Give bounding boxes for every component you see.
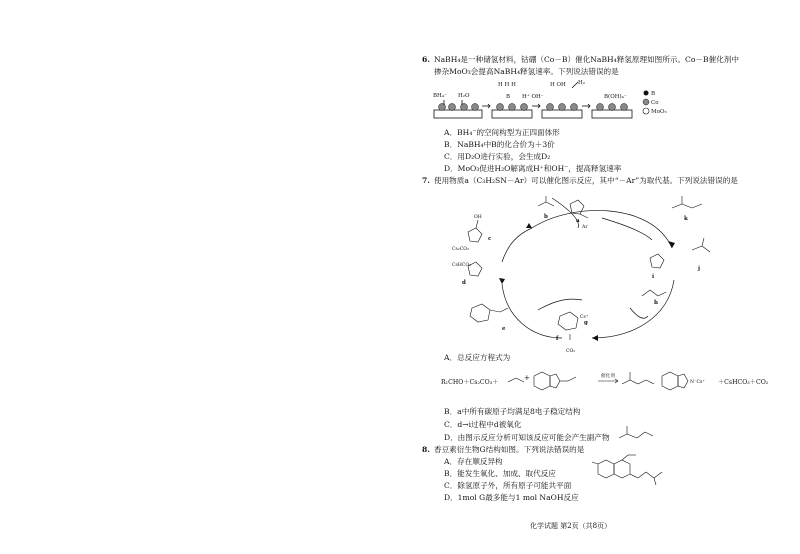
q6-b-label: B <box>506 94 511 100</box>
q6-h-oh2-label: H OH <box>550 82 566 88</box>
q6-legend-b: B <box>651 91 656 97</box>
q7-label-g: g <box>584 320 588 326</box>
q8-option-a: A．存在顺反异构 <box>444 457 503 466</box>
q6-h-oh-label: H⁺ OH⁻ <box>522 94 544 100</box>
page-footer: 化学试题 第2页（共8页） <box>530 522 612 530</box>
q7-label-j: j <box>698 266 700 272</box>
q7-cs2co3-label: Cs₂CO₃ <box>452 247 469 252</box>
q6-option-b: B．NaBH₄中B的化合价为＋3价 <box>444 140 555 149</box>
q6-h2-label: H₂ <box>578 80 586 86</box>
q6-bh4-label: BH₄⁻ <box>433 93 447 99</box>
q6-legend-moo3-icon <box>643 108 649 114</box>
q7-label-i: i <box>652 274 655 280</box>
q7-cshco3-label: CsHCO₃ <box>452 263 472 268</box>
q7-cs-mid-label: N⁻Cs⁺ <box>690 380 705 385</box>
q7-option-c: C．d→i过程中d被氧化 <box>444 420 522 429</box>
q6-number: 6. <box>422 55 430 64</box>
q7-oh-label: OH <box>474 215 482 220</box>
q6-h-atoms-label: H H H <box>498 82 516 88</box>
q6-boh4-label: B(OH)₄⁻ <box>604 94 627 100</box>
q6-option-c: C．用D₂O进行实验，会生成D₂ <box>444 152 551 161</box>
q8-stem: 香豆素衍生物G结构如图。下列说法错误的是 <box>434 445 585 454</box>
q7-number: 7. <box>422 176 430 185</box>
q7-co2-label: CO₂ <box>566 349 576 354</box>
q7-label-h: h <box>654 300 658 306</box>
q7-option-a: A．总反应方程式为 <box>444 353 511 362</box>
q7-stem: 使用物质a（C₃H₂SN－Ar）可以催化图示反应，其中“－Ar”为取代基。下列说法错误的是 <box>434 176 738 185</box>
q6-legend-moo3: MoO₃ <box>651 109 667 115</box>
q7-label-e: e <box>502 326 506 332</box>
q7-option-b: B．a中所有碳原子均满足8电子稳定结构 <box>444 407 581 416</box>
q8-number: 8. <box>422 445 430 454</box>
q7-label-c: c <box>488 236 492 242</box>
q6-stem-line1: NaBH₄是一种储氢材料，钴硼（Co－B）催化NaBH₄释氢原理如图所示。Co－B催化剂中 <box>434 55 739 64</box>
q8-option-d: D．1mol G最多能与1 mol NaOH反应 <box>444 493 579 502</box>
q7-label-a: a <box>576 218 580 224</box>
q7-label-k: k <box>684 216 688 222</box>
q6-legend-co-icon <box>643 99 649 105</box>
q8-coumarin-structure <box>588 452 678 488</box>
q7-label-b: b <box>544 214 548 220</box>
q6-legend <box>643 91 667 116</box>
q8-option-b: B．能发生氧化、加成、取代反应 <box>444 469 556 478</box>
q8-option-c: C．除氢原子外，所有原子可能共平面 <box>444 481 572 490</box>
q6-option-a: A．BH₄⁻的空间构型为正四面体形 <box>444 128 560 137</box>
q6-h2o-label: H₂O <box>458 93 470 99</box>
q7-label-f: f <box>556 336 559 342</box>
q7-catalytic-cycle <box>452 188 734 358</box>
q6-mechanism-diagram <box>432 78 682 124</box>
q7-cs-label: Cs⁺ <box>580 315 589 320</box>
q7-ar-label: Ar <box>582 225 588 230</box>
q7-equation-structures <box>506 366 716 398</box>
q7-equation-left: R₁CHO＋Cs₂CO₃＋ <box>441 379 499 386</box>
q7-byproduct-structure <box>615 420 675 446</box>
q7-equation-right: ＋CsHCO₃＋CO₂ <box>718 379 769 386</box>
q7-catalyst-label: 催化剂 <box>601 374 615 379</box>
q6-option-d: D．MoO₃促进H₂O解离成H⁺和OH⁻，提高释氢速率 <box>444 164 622 173</box>
q6-legend-b-icon <box>644 91 649 96</box>
svg-text:+: + <box>524 374 530 382</box>
q6-legend-co: Co <box>651 100 659 106</box>
q7-option-d: D．由图示反应分析可知该反应可能会产生副产物 <box>444 433 610 442</box>
q7-label-d: d <box>462 280 466 286</box>
q6-stem-line2: 掺杂MoO₃会提高NaBH₄释氢速率。下列说法错误的是 <box>434 67 619 76</box>
